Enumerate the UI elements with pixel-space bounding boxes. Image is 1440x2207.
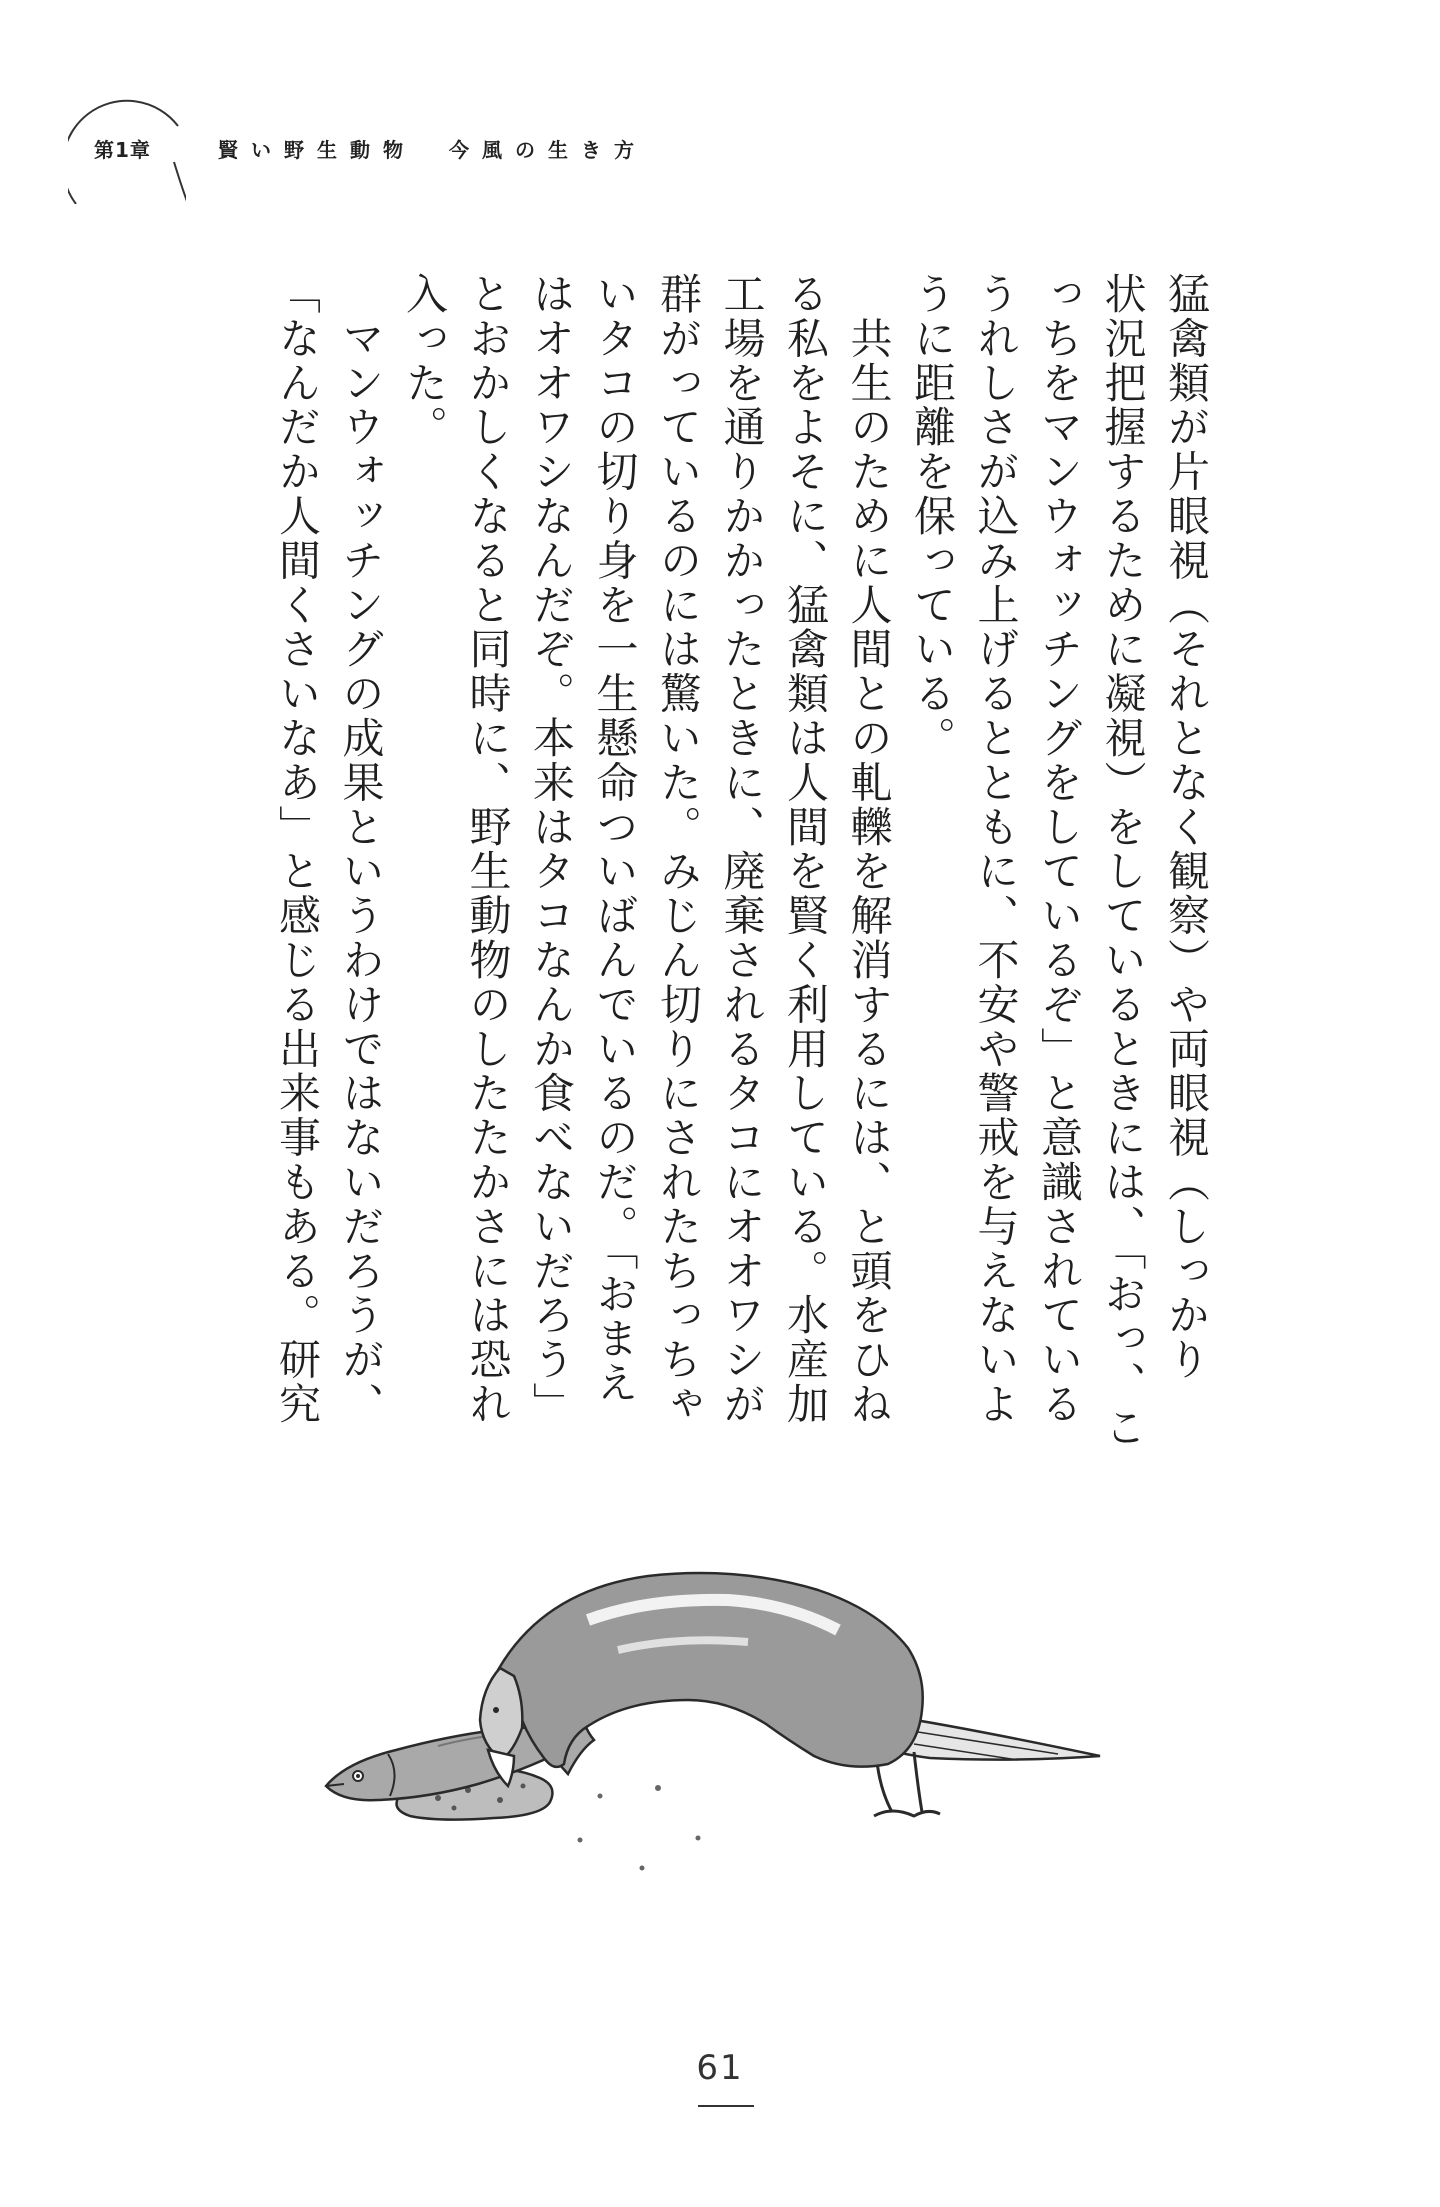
text-line: 猛禽類が片眼視（それとなく観察）や両眼視（しっかり	[1162, 272, 1211, 1382]
eagle-icon	[480, 1573, 1100, 1816]
text-line: マンウォッチングの成果というわけではないだろうが、	[336, 272, 386, 1427]
text-line: とおかしくなると同時に、野生動物のしたたかさには恐れ	[463, 272, 513, 1427]
text-line: うに距離を保っている。	[908, 272, 957, 761]
text-line: 群がっているのには驚いた。みじん切りにされたちっちゃ	[654, 272, 703, 1427]
crumbs	[578, 1785, 701, 1871]
text-line: うれしさが込み上げるとともに、不安や警戒を与えないよ	[971, 272, 1021, 1427]
folio-rule	[698, 2105, 754, 2107]
text-line: 状況把握するために凝視）をしているときには、「おっ、こ	[1098, 272, 1148, 1450]
text-line: 共生のために人間との軋轢を解消するには、と頭をひね	[844, 272, 894, 1427]
eagle-fish-illustration	[318, 1550, 1138, 1890]
text-line: っちをマンウォッチングをしているぞ」と意識されている	[1035, 272, 1084, 1427]
chapter-title: 賢い野生動物 今風の生き方	[218, 138, 647, 162]
text-line: 「なんだか人間くさいなあ」と感じる出来事もある。研究	[273, 272, 322, 1427]
running-head	[68, 88, 968, 208]
page-number: 61	[696, 2048, 744, 2088]
text-line: はオオワシなんだぞ。本来はタコなんか食べないだろう」	[527, 272, 576, 1427]
text-line: る私をよそに、猛禽類は人間を賢く利用している。水産加	[781, 272, 830, 1427]
text-line: 入った。	[400, 272, 449, 450]
text-line: 工場を通りかかったときに、廃棄されるタコにオオワシが	[717, 272, 767, 1427]
chapter-label: 第1章	[94, 138, 151, 162]
body-text	[266, 272, 1219, 1450]
text-line: いタコの切り身を一生懸命ついばんでいるのだ。「おまえ	[590, 272, 640, 1406]
